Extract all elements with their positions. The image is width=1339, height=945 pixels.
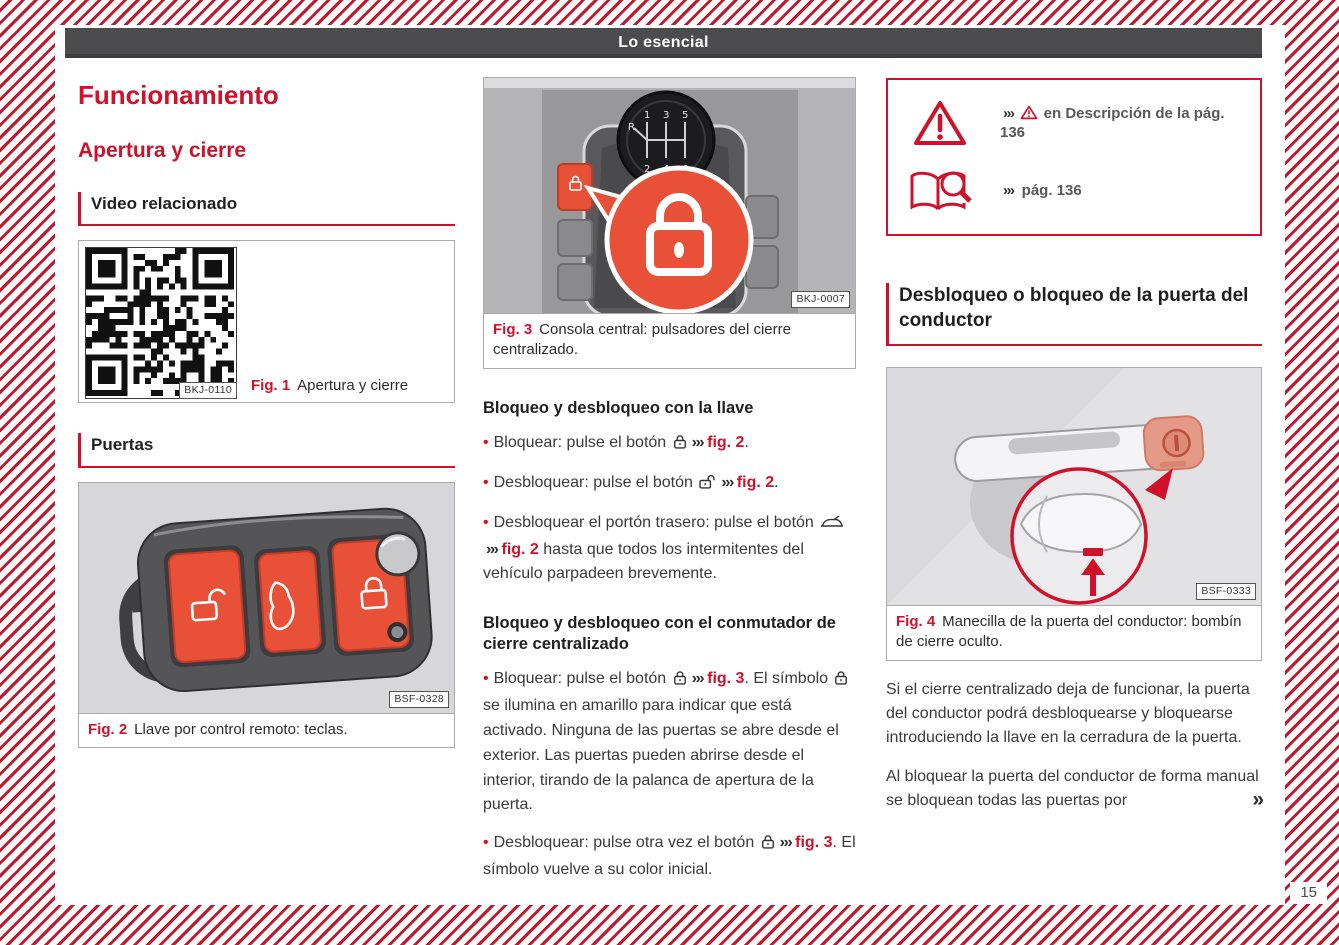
key-bullet-list	[483, 431, 856, 587]
video-heading: Video relacionado	[78, 192, 455, 226]
car-trunk-icon	[820, 513, 844, 538]
bullet-dot-icon: •	[483, 434, 489, 452]
bullet-item: • Desbloquear el portón trasero: pulse el botón ››› fig. 2 hasta que todos los intermitentes del vehículo parpadeen brevemente.	[483, 511, 856, 587]
warning-ref-row	[904, 99, 1244, 147]
paragraph-2: Al bloquear la puerta del conductor de forma manual se bloquean todas las puertas por »	[886, 765, 1262, 813]
figure-code: BSF-0328	[389, 691, 449, 708]
cross-reference-box	[886, 78, 1262, 236]
figure-1	[78, 240, 455, 403]
lock-closed-icon	[673, 669, 687, 694]
remote-key-illustration	[79, 483, 454, 713]
cross-ref-arrow-icon: ›››	[1003, 181, 1014, 199]
cross-ref-arrow-icon: ›››	[691, 670, 704, 688]
figure-2-caption: Fig. 2 Llave por control remoto: teclas.	[79, 713, 454, 748]
figure-4-image	[887, 368, 1261, 605]
figure-code: BSF-0333	[1196, 583, 1256, 600]
book-ref-text: ››› pág. 136	[1003, 181, 1082, 199]
figure-reference: fig. 3	[707, 670, 745, 688]
cross-ref-arrow-icon: ›››	[721, 474, 733, 492]
lock-open-icon	[699, 473, 716, 498]
figure-reference: fig. 2	[707, 434, 745, 452]
page-title: Funcionamiento	[78, 80, 279, 110]
svg-text:3: 3	[663, 110, 670, 121]
bullet-dot-icon: •	[483, 474, 489, 492]
driver-door-heading: Desbloqueo o bloqueo de la puerta del conductor	[886, 283, 1262, 346]
figure-4-caption: Fig. 4 Manecilla de la puerta del conductor: bombín de cierre oculto.	[887, 605, 1261, 660]
book-ref-row	[904, 167, 1244, 213]
left-column	[78, 25, 455, 905]
book-magnifier-icon	[904, 167, 976, 213]
warning-small-icon	[1020, 105, 1038, 124]
warning-triangle-icon	[904, 99, 976, 147]
figure-2-image	[79, 483, 454, 713]
bullet-item: • Bloquear: pulse el botón ››› fig. 2.	[483, 431, 856, 458]
bullet-item: • Bloquear: pulse el botón ››› fig. 3. El símbolo se ilumina en amarillo para indicar que está activado. Ninguna de las puertas se abre desde el exterior. Las puertas pueden abrirse desde el interior, tirando de la palanca de apertura de la puerta.	[483, 667, 856, 818]
continuation-arrow: »	[1252, 788, 1264, 812]
figure-3	[483, 77, 856, 369]
page-content	[55, 25, 1285, 905]
center-console-illustration	[484, 78, 855, 313]
figure-3-image	[484, 78, 855, 313]
paragraph-1: Si el cierre centralizado deja de funcionar, la puerta del conductor podrá desbloquearse y bloquearse introduciendo la llave en la cerradura de la puerta.	[886, 680, 1250, 746]
door-handle-illustration	[887, 368, 1261, 605]
svg-text:1: 1	[644, 110, 651, 121]
bullet-item: • Desbloquear: pulse otra vez el botón ››› fig. 3. El símbolo vuelve a su color inicial.	[483, 834, 856, 879]
svg-text:5: 5	[682, 110, 689, 121]
middle-column	[483, 25, 856, 905]
lock-closed-icon	[761, 833, 775, 858]
svg-text:2: 2	[644, 164, 651, 175]
page-number: 15	[1290, 882, 1327, 904]
puertas-heading: Puertas	[78, 433, 455, 467]
qr-box	[85, 247, 237, 399]
cross-ref-arrow-icon: ›››	[691, 434, 704, 452]
cross-ref-arrow-icon: ›››	[779, 834, 792, 852]
figure-code: BKJ-0110	[179, 382, 237, 399]
figure-code: BKJ-0007	[791, 291, 850, 308]
figure-1-caption: Fig. 1 Apertura y cierre	[251, 377, 409, 395]
section-title: Apertura y cierre	[78, 139, 247, 163]
bullet-dot-icon: •	[483, 513, 489, 531]
svg-text:R: R	[628, 122, 635, 133]
figure-4	[886, 367, 1262, 661]
lock-closed-icon	[673, 433, 687, 458]
figure-2	[78, 482, 455, 749]
cross-ref-arrow-icon: ›››	[1003, 105, 1014, 122]
qr-code	[86, 248, 234, 396]
warning-ref-text: ››› en Descripción de la pág. 136	[1000, 105, 1225, 141]
cross-ref-arrow-icon: ›››	[486, 540, 498, 558]
switch-section-heading: Bloqueo y desbloqueo con el conmutador de cierre centralizado	[483, 614, 836, 653]
bullet-dot-icon: •	[483, 670, 489, 688]
chapter-title: Lo esencial	[618, 34, 709, 51]
figure-reference: fig. 2	[736, 474, 775, 492]
figure-reference: fig. 3	[795, 834, 833, 852]
bullet-dot-icon: •	[483, 834, 489, 852]
lock-closed-icon	[834, 669, 848, 694]
switch-bullet-list	[483, 667, 856, 882]
figure-reference: fig. 2	[501, 540, 539, 558]
key-section-heading: Bloqueo y desbloqueo con la llave	[483, 398, 754, 417]
right-column	[886, 25, 1262, 905]
figure-3-caption: Fig. 3 Consola central: pulsadores del cierre centralizado.	[484, 313, 855, 368]
bullet-item: • Desbloquear: pulse el botón ››› fig. 2.	[483, 471, 856, 498]
